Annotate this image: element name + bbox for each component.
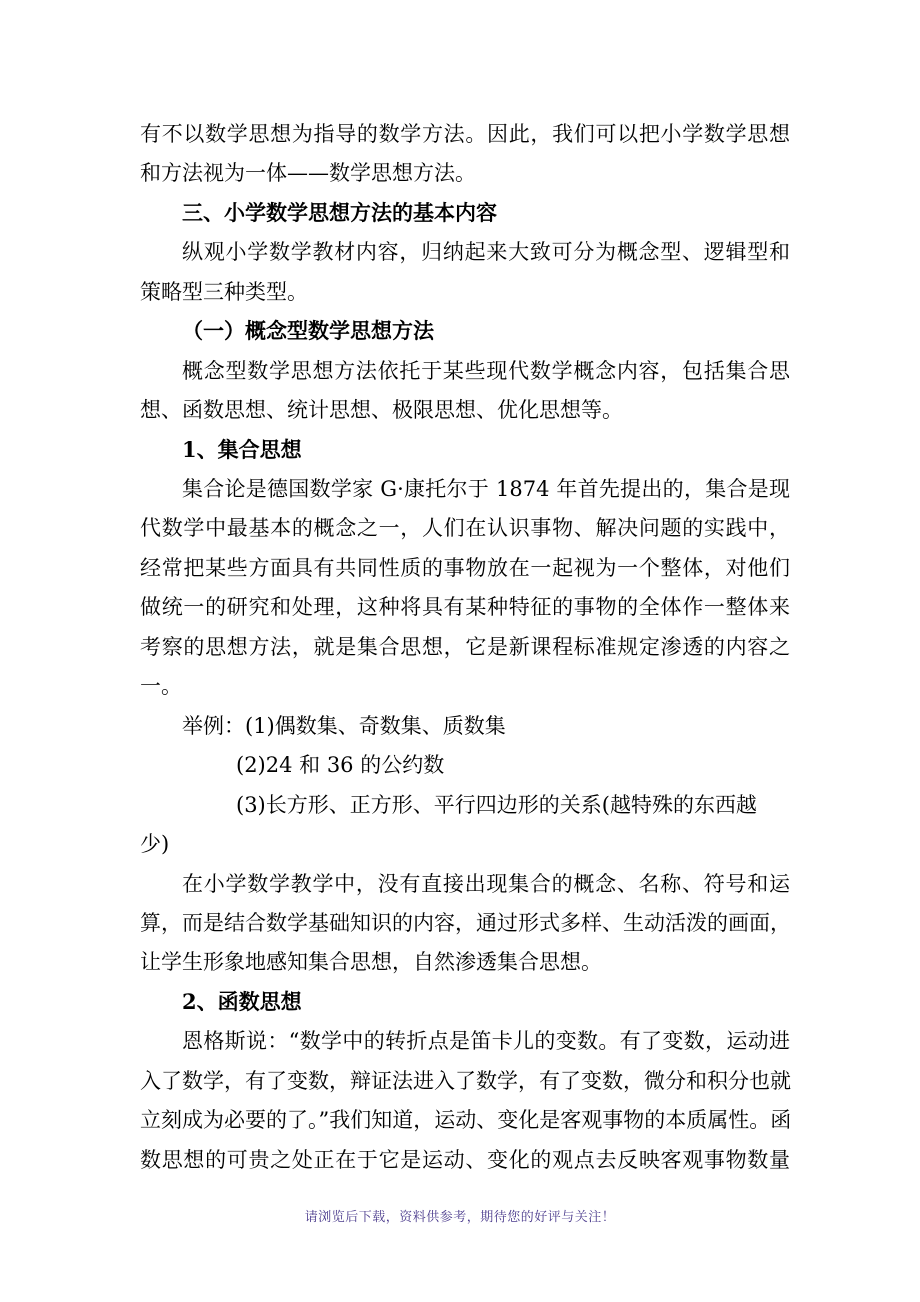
body-line: 想、函数思想、统计思想、极限思想、优化思想等。: [140, 398, 623, 422]
example-line: (2)24 和 36 的公约数: [236, 753, 445, 777]
body-line: 一。: [140, 674, 182, 698]
body-line: 入了数学，有了变数，辩证法进入了数学，有了变数，微分和积分也就: [140, 1069, 791, 1093]
body-line: 让学生形象地感知集合思想，自然渗透集合思想。: [140, 950, 602, 974]
example-line: (3)长方形、正方形、平行四边形的关系(越特殊的东西越: [236, 793, 757, 817]
body-line: 立刻成为必要的了。”我们知道，运动、变化是客观事物的本质属性。函: [140, 1108, 792, 1132]
body-line: 概念型数学思想方法依托于某些现代数学概念内容，包括集合思: [182, 359, 790, 383]
page-footer: 请浏览后下载，资料供参考，期待您的好评与关注！: [304, 1210, 616, 1225]
body-line: 有不以数学思想为指导的数学方法。因此，我们可以把小学数学思想: [140, 122, 790, 146]
body-line: 算，而是结合数学基础知识的内容，通过形式多样、生动活泼的画面，: [140, 911, 791, 935]
topic-heading: 1、集合思想: [182, 437, 302, 462]
body-line: 代数学中最基本的概念之一，人们在认识事物、解决问题的实践中，: [140, 516, 790, 540]
topic-heading: 2、函数思想: [182, 989, 302, 1014]
body-line: 在小学数学教学中，没有直接出现集合的概念、名称、符号和运: [182, 872, 790, 896]
example-line: 举例：(1)偶数集、奇数集、质数集: [182, 714, 506, 738]
section-heading: 三、小学数学思想方法的基本内容: [182, 200, 497, 225]
body-line: 和方法视为一体——数学思想方法。: [140, 161, 476, 185]
body-line: 经常把某些方面具有共同性质的事物放在一起视为一个整体，对他们: [140, 556, 790, 580]
body-line: 集合论是德国数学家 G·康托尔于 1874 年首先提出的，集合是现: [182, 477, 790, 501]
body-line: 纵观小学数学教材内容，归纳起来大致可分为概念型、逻辑型和: [182, 240, 790, 264]
body-line: 做统一的研究和处理，这种将具有某种特征的事物的全体作一整体来: [140, 595, 790, 619]
example-line: 少): [140, 832, 170, 856]
body-line: 恩格斯说：“数学中的转折点是笛卡儿的变数。有了变数，运动进: [182, 1029, 790, 1053]
body-line: 考察的思想方法，就是集合思想，它是新课程标准规定渗透的内容之: [140, 635, 790, 659]
subsection-heading: （一）概念型数学思想方法: [182, 318, 434, 343]
body-line: 数思想的可贵之处正在于它是运动、变化的观点去反映客观事物数量: [140, 1148, 790, 1172]
body-line: 策略型三种类型。: [140, 280, 308, 304]
